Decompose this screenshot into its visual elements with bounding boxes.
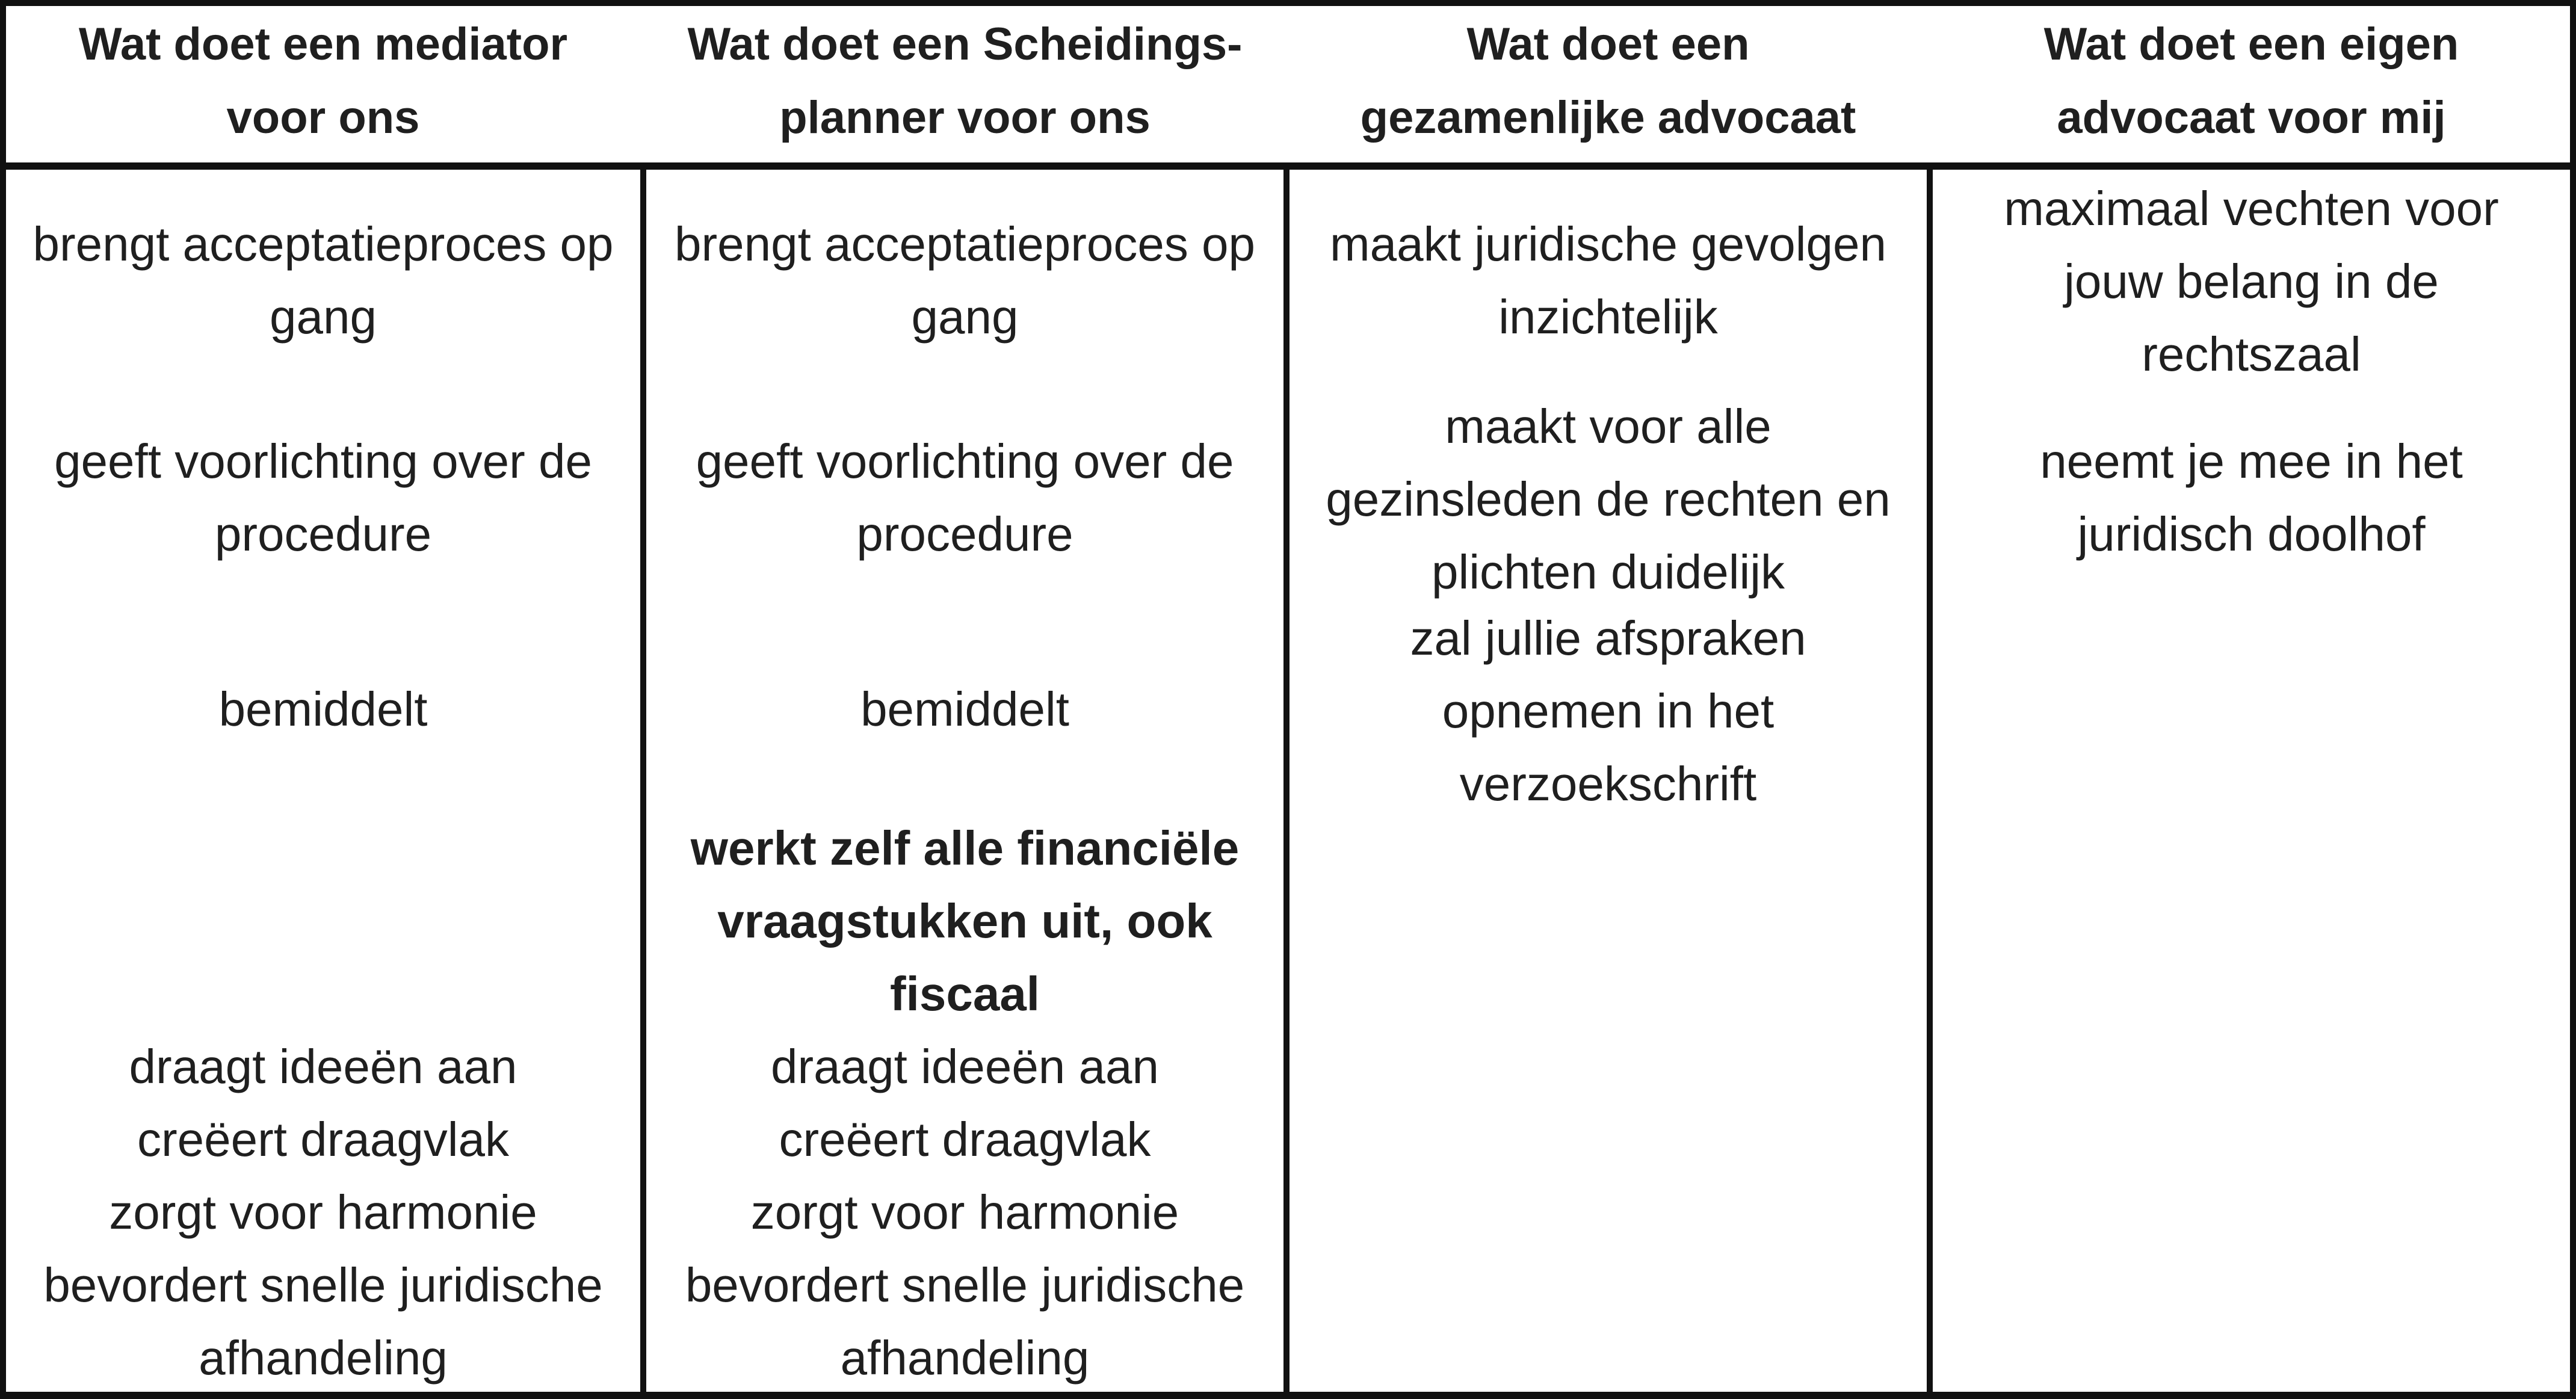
planner-item-list: draagt ideeën aan creëert draagvlak zorgt voor harmonie bevordert snelle juridische afhandeling [685,1040,1245,1385]
own-item-vechten: maximaal vechten voor jouw belang in de rechtszaal [2004,182,2499,381]
planner-item-voorlichting: geeft voorlichting over de procedure [696,434,1234,561]
mediator-item-list: draagt ideeën aan creëert draagvlak zorgt voor harmonie bevordert snelle juridische afhandeling [43,1040,603,1385]
planner-item-bemiddelt: bemiddelt [860,682,1069,736]
header-mediator: Wat doet een mediator voor ons [78,19,568,143]
column-divider-1 [640,162,646,1399]
mediator-item-bemiddelt: bemiddelt [218,682,428,736]
planner-item-financieel: werkt zelf alle financiële vraagstukken uit, ook fiscaal [690,821,1240,1021]
header-gezamenlijke-advocaat: Wat doet een gezamenlijke advocaat [1360,19,1856,143]
table-border-left [0,0,6,1399]
mediator-item-voorlichting: geeft voorlichting over de procedure [54,434,592,561]
header-eigen-advocaat: Wat doet een eigen advocaat voor mij [2043,19,2459,143]
column-divider-2 [1283,162,1290,1399]
header-scheidingsplanner: Wat doet een Scheidings- planner voor ons [687,19,1243,143]
column-divider-3 [1927,162,1933,1399]
joint-item-rechten: maakt voor alle gezinsleden de rechten en plichten duidelijk [1326,400,1891,599]
joint-item-verzoekschrift: zal jullie afspraken opnemen in het verzoekschrift [1410,611,1806,811]
planner-item-acceptatie: brengt acceptatieproces op gang [674,217,1256,344]
joint-item-gevolgen: maakt juridische gevolgen inzichtelijk [1330,217,1886,344]
mediator-item-acceptatie: brengt acceptatieproces op gang [32,217,614,344]
own-item-doolhof: neemt je mee in het juridisch doolhof [2040,434,2463,561]
table-border-right [2570,0,2576,1399]
